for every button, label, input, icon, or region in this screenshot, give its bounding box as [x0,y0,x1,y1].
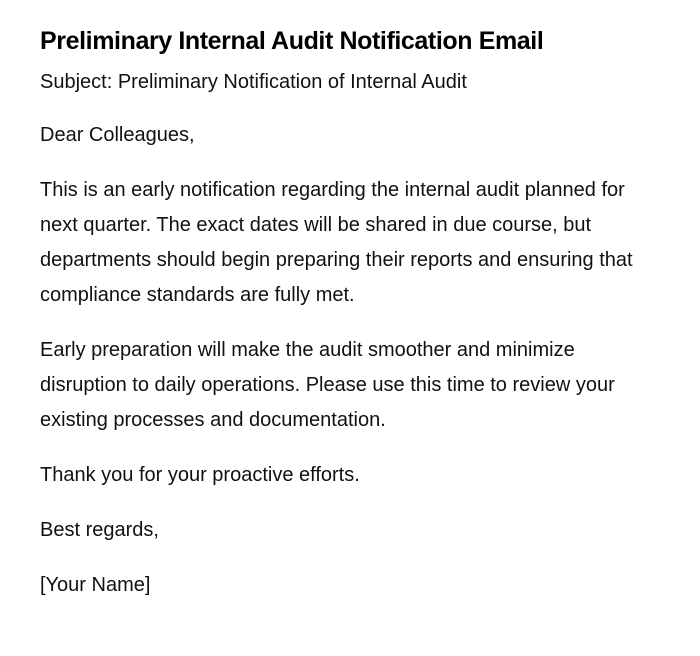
email-greeting: Dear Colleagues, [40,124,195,146]
email-subject: Subject: Preliminary Notification of Internal Audit [40,71,467,93]
email-thanks: Thank you for your proactive efforts. [40,464,360,486]
email-signature: [Your Name] [40,574,151,596]
document-title: Preliminary Internal Audit Notification Email [40,27,544,55]
email-body-paragraph-1: This is an early notification regarding the internal audit planned for next quarter. The exact dates will be shared in due course, but departments should begin preparing their reports and ensuring that compliance standards are fully met. [40,179,633,306]
email-body-paragraph-2: Early preparation will make the audit smoother and minimize disruption to daily operations. Please use this time to review your existing processes and documentation. [40,339,615,431]
email-closing: Best regards, [40,519,159,541]
